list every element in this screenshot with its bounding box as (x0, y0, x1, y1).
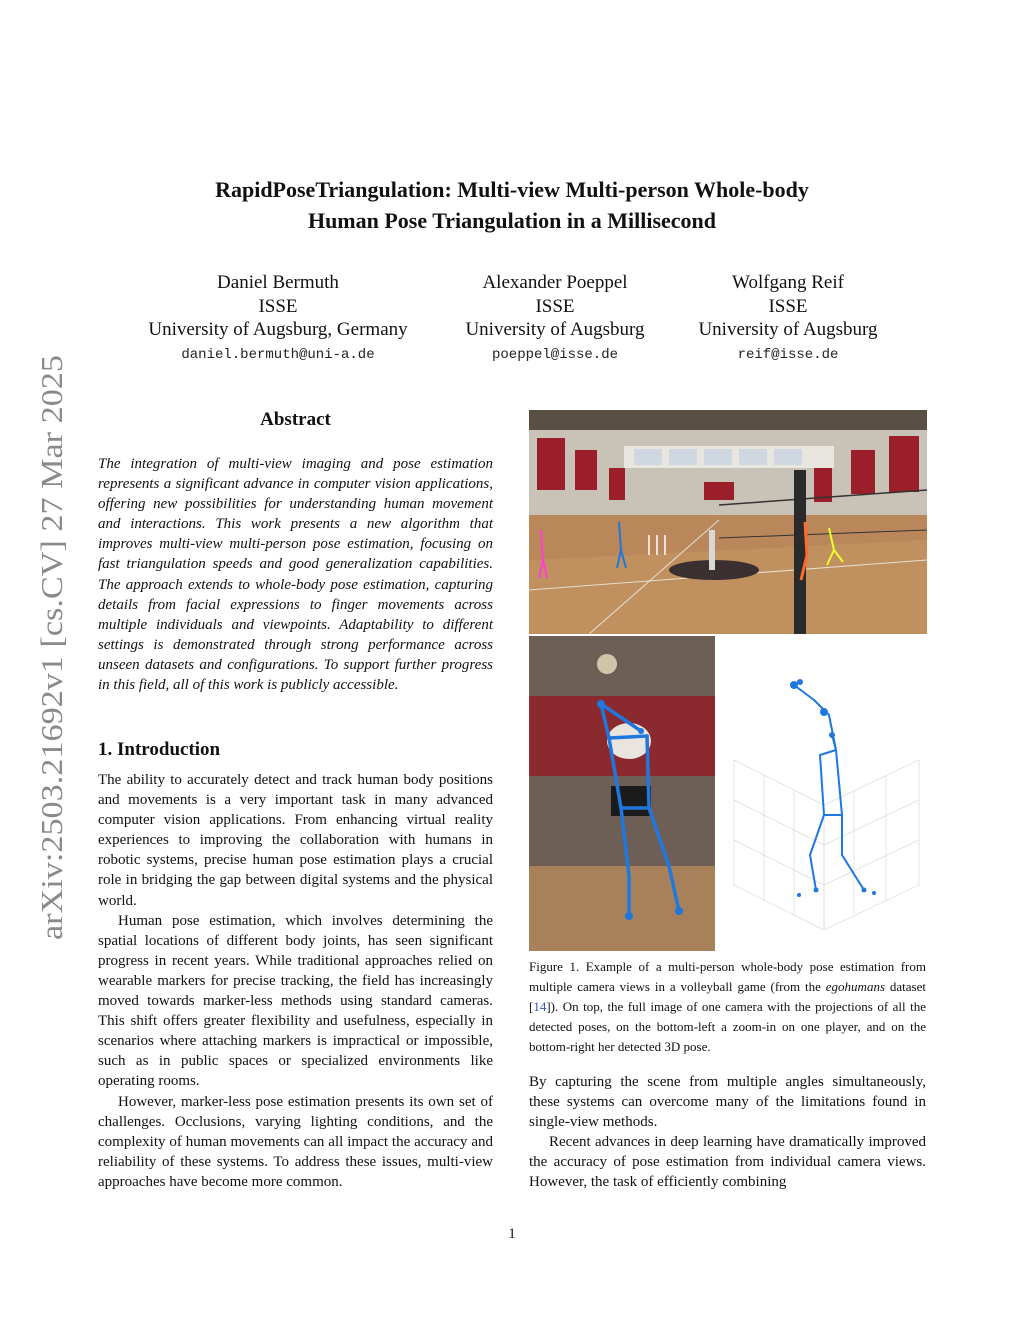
author-affiliation: University of Augsburg (698, 319, 878, 340)
right-paragraph-2: Recent advances in deep learning have dramatically improved the accuracy of pose estimation from individual camera views. However, the task of efficiently combining (529, 1134, 926, 1191)
caption-text-1: Figure 1. Example of a multi-person whole-body pose estimation from multiple camera views in a volleyball game (from the (529, 959, 926, 994)
author-email[interactable]: poeppel@isse.de (491, 346, 619, 363)
author-email[interactable]: reif@isse.de (737, 346, 839, 363)
figure-player-zoom (529, 636, 715, 951)
author-org: ISSE (258, 295, 298, 317)
intro-body (98, 770, 493, 1192)
title-line-1: RapidPoseTriangulation: Multi-view Multi-person Whole-body (215, 177, 809, 202)
author-block-1 (130, 271, 426, 368)
caption-text-2: dataset [ (529, 979, 926, 1014)
figure-caption (529, 957, 926, 1057)
intro-heading: 1. Introduction (98, 739, 221, 760)
arxiv-id: arXiv:2503.21692v1 [cs.CV] 27 Mar 2025 (34, 409, 69, 940)
paper-title (150, 174, 874, 236)
citation-link[interactable]: 14 (533, 999, 547, 1014)
intro-paragraph-2: Human pose estimation, which involves determining the spatial locations of different body joints, has seen significant progress in recent years. While traditional approaches relied on wearable markers for precise tracking, the field has increasingly moved towards marker-less methods using standard cameras. This shift offers greater flexibility and usefulness, especially in scenarios where attaching markers is impractical or impossible, such as in public spaces or specialized environments like operating rooms. (98, 912, 493, 1090)
caption-dataset-name: egohumans (825, 979, 885, 994)
author-affiliation: University of Augsburg, Germany (148, 319, 408, 340)
figure-3d-pose (724, 640, 926, 950)
intro-paragraph-3: However, marker-less pose estimation presents its own set of challenges. Occlusions, varying lighting conditions, and the complexity of human movements can all impact the accuracy and reliability of these systems. To address these issues, multi-view approaches have become more common. (98, 1093, 493, 1190)
arxiv-side-stamp (22, 350, 74, 950)
author-affiliation: University of Augsburg (465, 319, 645, 340)
abstract-heading: Abstract (260, 409, 331, 430)
intro-paragraph-1: The ability to accurately detect and track human body positions and movements is a very important task in many advanced computer vision applications. From enhancing virtual reality experiences to improving the collaboration with humans in robotic systems, precise human pose estimation plays a crucial role in bridging the gap between digital systems and the physical world. (98, 772, 493, 909)
abstract-text: The integration of multi-view imaging and pose estimation represents a significant advance in computer vision applications, offering new possibilities for understanding human movement and interactions. This work presents a new algorithm that improves multi-view multi-person pose estimation, focusing on fast triangulation speeds and good generalization capabilities. The approach extends to whole-body pose estimation, capturing details from facial expressions to finger movements across multiple individuals and viewpoints. Adaptability to different settings is demonstrated through strong performance across unseen datasets and configurations. To support further progress in this field, all of this work is publicly accessible. (98, 456, 493, 694)
author-block-3 (680, 271, 896, 368)
author-name: Wolfgang Reif (732, 272, 844, 293)
author-block-2 (440, 271, 670, 368)
figure-camera-full-view (529, 410, 927, 634)
caption-text-3: ]). On top, the full image of one camera with the projections of all the detected poses, on the bottom-left a zoom-in on one player, and on the bottom-right her detected 3D pose. (529, 999, 926, 1054)
right-paragraph-1: By capturing the scene from multiple angles simultaneously, these systems can overcome many of the limitations found in single-view methods. (529, 1074, 926, 1131)
author-email[interactable]: daniel.bermuth@uni-a.de (181, 346, 375, 363)
title-line-2: Human Pose Triangulation in a Millisecond (307, 208, 717, 233)
author-org: ISSE (768, 295, 808, 317)
author-name: Daniel Bermuth (217, 272, 339, 293)
right-column-body (529, 1072, 926, 1193)
author-name: Alexander Poeppel (482, 272, 628, 293)
page-number: 1 (508, 1226, 516, 1242)
author-org: ISSE (535, 295, 575, 317)
